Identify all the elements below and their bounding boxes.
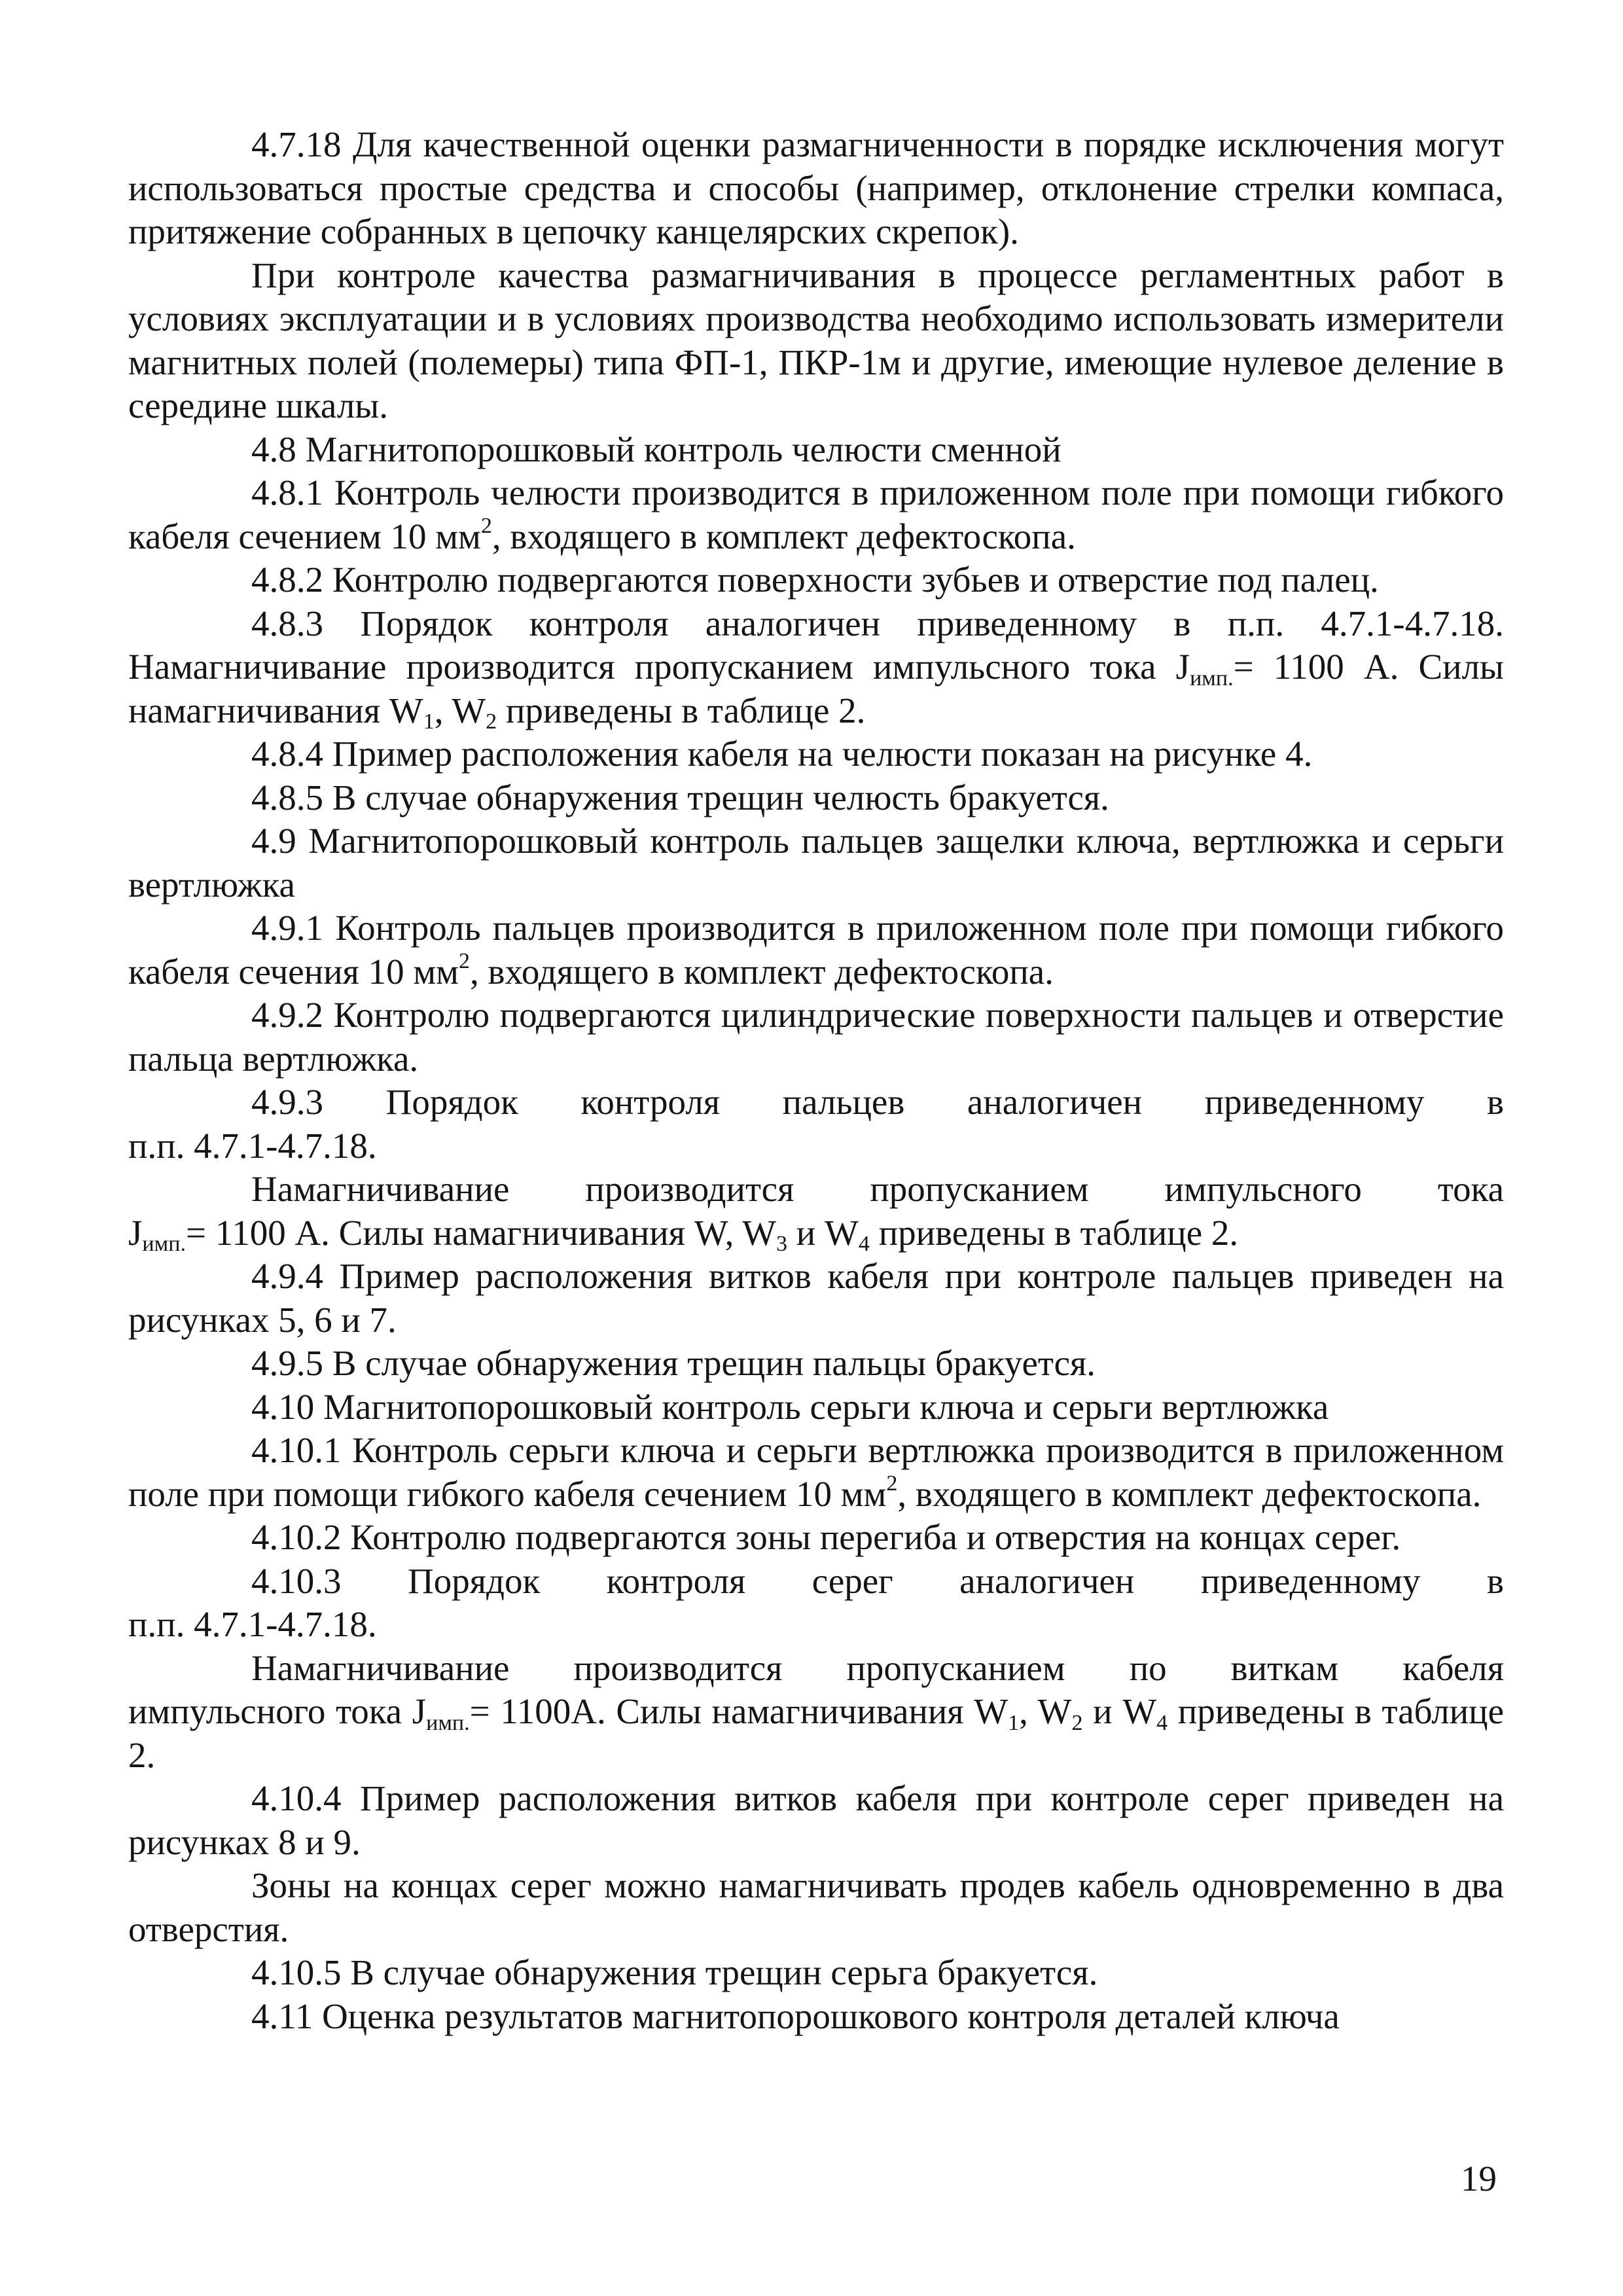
magnetization-earrings-line1: Намагничивание производится пропусканием по виткам кабеля	[251, 1647, 1504, 1688]
paragraph-magnetization-earrings	[128, 1647, 1504, 1778]
paragraph-4-8-3: 4.8.3 Порядок контроля аналогичен приведенному в п.п. 4.7.1-4.7.18. Намагничивание производится пропусканием импульсного тока $J_{имп.}= 1100$ А. Силы намагничивания $W_1$, $W_2$ приведены в таблице 2.	[128, 603, 1505, 734]
page-number: 19	[1461, 2159, 1497, 2198]
paragraph-4-8-2: 4.8.2 Контролю подвергаются поверхности зубьев и отверстие под палец.	[251, 560, 1379, 600]
section-heading-4-8: 4.8 Магнитопорошковый контроль челюсти сменной	[251, 429, 1061, 469]
paragraph-4-9-3-line1: 4.9.3 Порядок контроля пальцев аналогичен приведенному в	[251, 1082, 1504, 1122]
paragraph-4-8-1: 4.8.1 Контроль челюсти производится в приложенном поле при помощи гибкого кабеля сечением 10 $мм^2$, входящего в комплект дефектоскопа.	[128, 473, 1504, 556]
magnetization-fingers-line2: $J_{имп.}= 1100$ А. Силы намагничивания W, $W_3$ и $W_4$ приведены в таблице 2.	[128, 1212, 1239, 1257]
section-heading-4-11: 4.11 Оценка результатов магнитопорошкового контроля деталей ключа	[251, 1996, 1340, 2036]
paragraph-4-10-2: 4.10.2 Контролю подвергаются зоны перегиба и отверстия на концах серег.	[251, 1517, 1401, 1557]
paragraph-4-9-3	[128, 1081, 1504, 1168]
paragraph-demagnetization-control: При контроле качества размагничивания в процессе регламентных работ в условиях эксплуатации и в условиях производства необходимо использовать измерители магнитных полей (полемеры) типа ФП-1, ПКР-1м и другие, имеющие нулевое деление в середине шкалы.	[128, 255, 1504, 425]
page-body	[128, 123, 1504, 2038]
paragraph-4-10-3-line2: п.п. 4.7.1-4.7.18.	[128, 1604, 377, 1644]
paragraph-4-10-1: 4.10.1 Контроль серьги ключа и серьги вертлюжка производится в приложенном поле при помощи гибкого кабеля сечением 10 $мм^2$, входящего в комплект дефектоскопа.	[128, 1430, 1504, 1514]
paragraph-earring-zones: Зоны на концах серег можно намагничивать продев кабель одновременно в два отверстия.	[128, 1865, 1504, 1949]
paragraph-4-8-4: 4.8.4 Пример расположения кабеля на челюсти показан на рисунке 4.	[251, 734, 1313, 774]
paragraph-4-9-5: 4.9.5 В случае обнаружения трещин пальцы бракуется.	[251, 1343, 1096, 1383]
paragraph-4-7-18: 4.7.18 Для качественной оценки размагниченности в порядке исключения могут использоваться простые средства и способы (например, отклонение стрелки компаса, притяжение собранных в цепочку канцелярских скрепок).	[128, 124, 1504, 251]
paragraph-4-10-3	[128, 1560, 1504, 1647]
magnetization-earrings-line2: импульсного тока $J_{имп.}= 1100А$. Силы намагничивания $W_1$, $W_2$ и $W_4$ приведены в таблице 2.	[128, 1691, 1504, 1775]
paragraph-4-9-3-line2: п.п. 4.7.1-4.7.18.	[128, 1125, 377, 1166]
paragraph-magnetization-fingers	[128, 1168, 1504, 1255]
paragraph-4-10-4: 4.10.4 Пример расположения витков кабеля при контроле серег приведен на рисунках 8 и 9.	[128, 1778, 1504, 1862]
paragraph-4-10-5: 4.10.5 В случае обнаружения трещин серьга бракуется.	[251, 1952, 1098, 1992]
paragraph-4-9-2: 4.9.2 Контролю подвергаются цилиндрические поверхности пальцев и отверстие пальца вертлюжка.	[128, 995, 1504, 1079]
magnetization-fingers-line1: Намагничивание производится пропусканием импульсного тока	[251, 1169, 1504, 1209]
paragraph-4-9-1: 4.9.1 Контроль пальцев производится в приложенном поле при помощи гибкого кабеля сечения 10 $мм^2$, входящего в комплект дефектоскопа.	[128, 908, 1504, 992]
section-heading-4-9: 4.9 Магнитопорошковый контроль пальцев защелки ключа, вертлюжка и серьги вертлюжка	[128, 821, 1504, 905]
paragraph-4-10-3-line1: 4.10.3 Порядок контроля серег аналогичен приведенному в	[251, 1560, 1504, 1601]
paragraph-4-9-4: 4.9.4 Пример расположения витков кабеля при контроле пальцев приведен на рисунках 5, 6 и 7.	[128, 1256, 1504, 1340]
paragraph-4-8-5: 4.8.5 В случае обнаружения трещин челюсть бракуется.	[251, 777, 1109, 817]
section-heading-4-10: 4.10 Магнитопорошковый контроль серьги ключа и серьги вертлюжка	[251, 1386, 1329, 1427]
